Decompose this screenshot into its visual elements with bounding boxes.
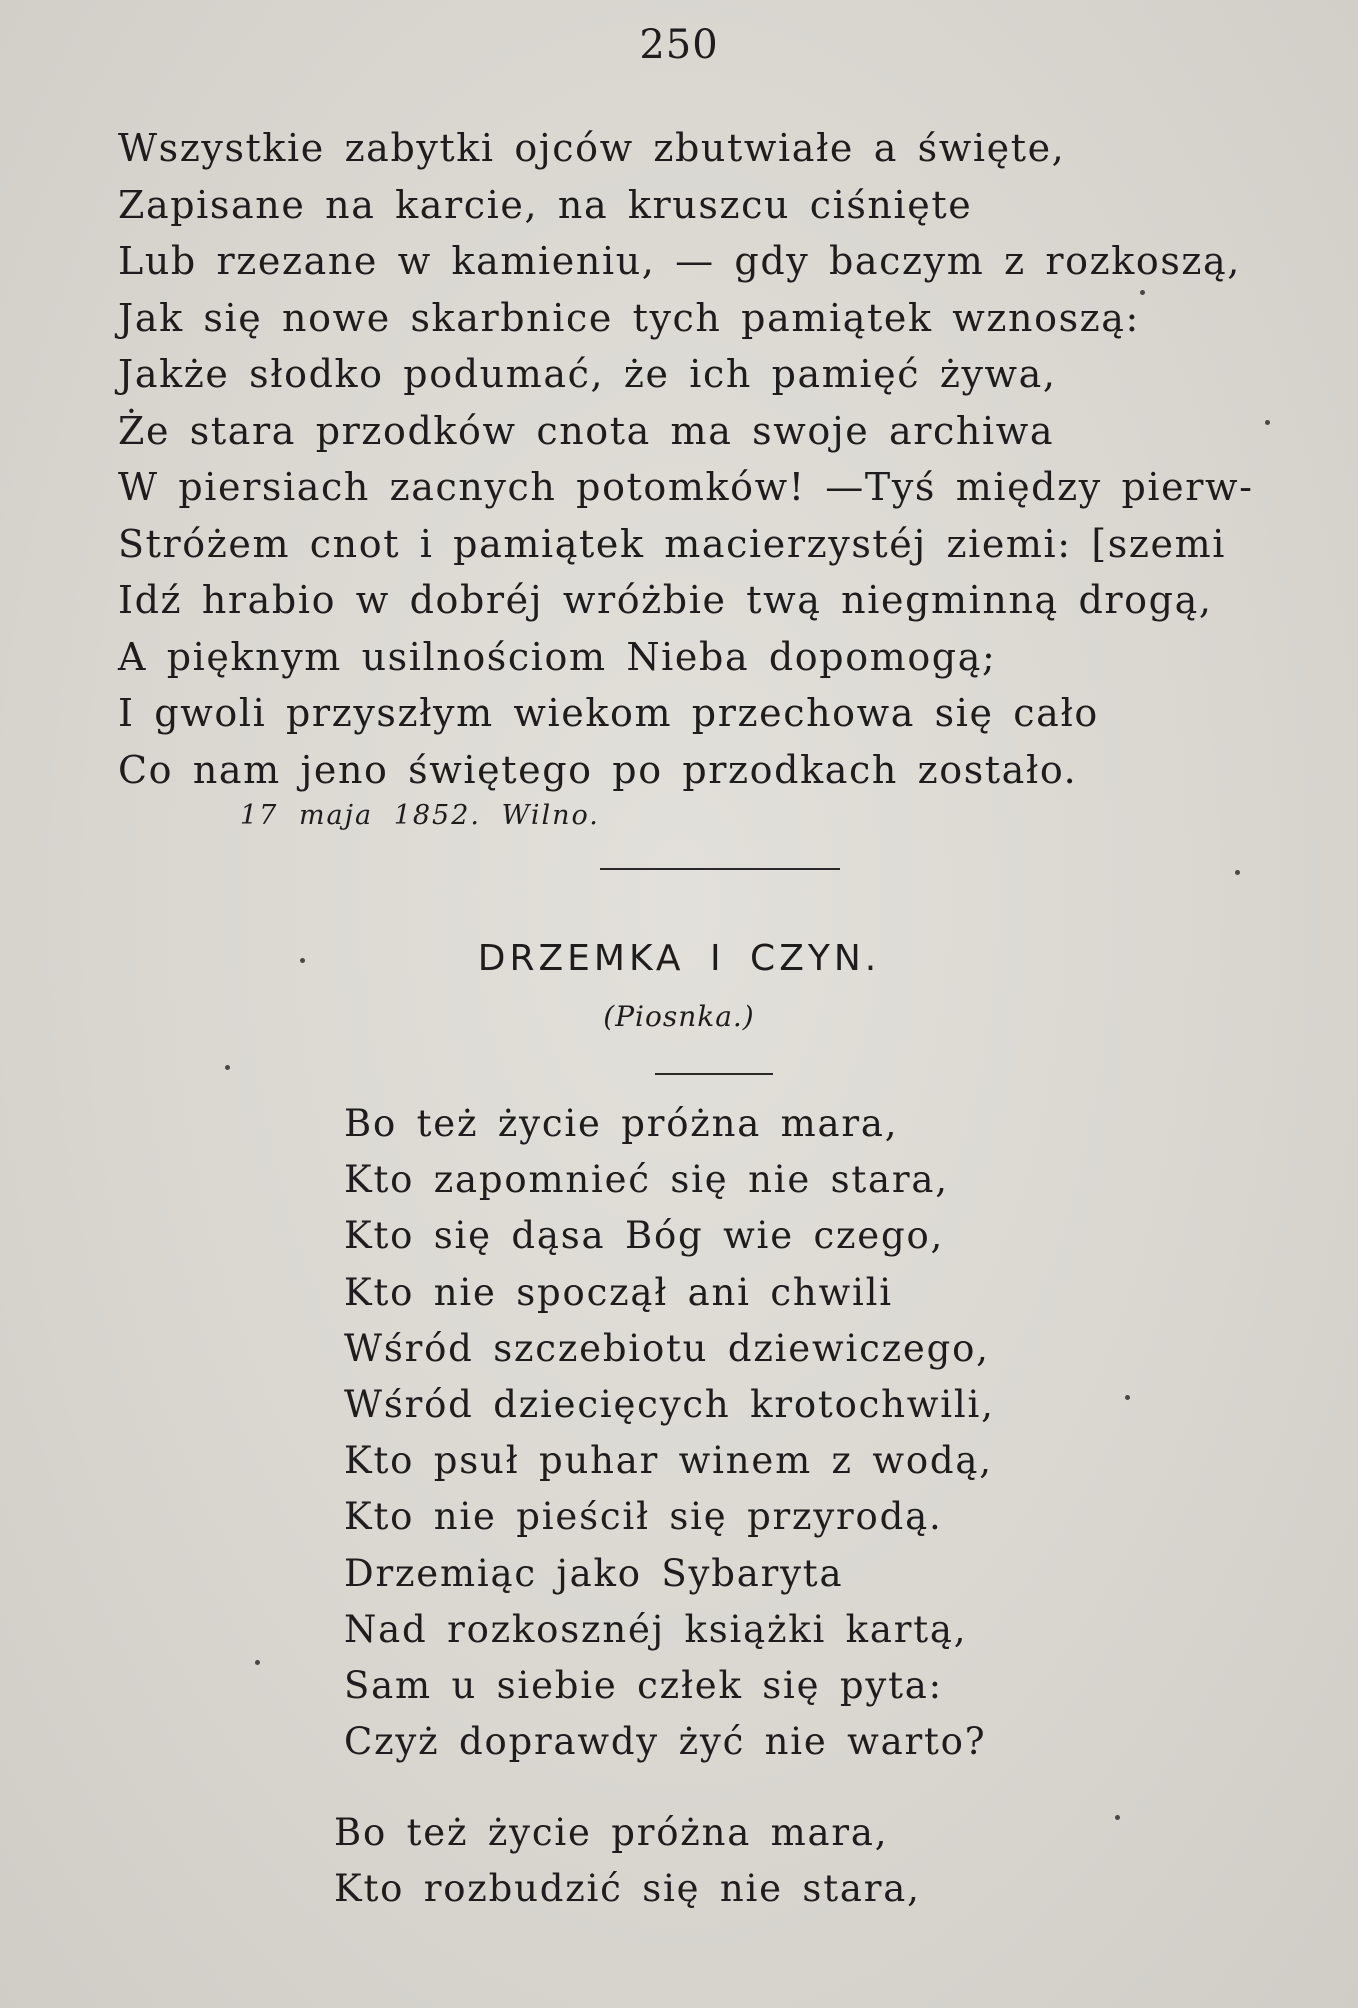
verse-line: Jak się nowe skarbnice tych pamiątek wznoszą: [118, 295, 1140, 340]
verse-line: Kto zapomnieć się nie stara, [344, 1158, 949, 1202]
verse-line: Drzemiąc jako Sybaryta [344, 1551, 844, 1595]
paper-speck [300, 958, 305, 963]
paper-speck [1140, 290, 1145, 295]
verse-line: Że stara przodków cnota ma swoje archiwa [118, 408, 1055, 453]
verse-line: A pięknym usilnościom Nieba dopomogą; [118, 634, 997, 679]
verse-line: Idź hrabio w dobréj wróżbie twą niegminną drogą, [118, 578, 1213, 622]
dateline: 17 maja 1852. Wilno. [240, 800, 600, 831]
stanza-second [334, 1805, 921, 1917]
verse-line: Kto rozbudzić się nie stara, [334, 1867, 921, 1911]
title-divider [655, 1073, 773, 1075]
section-divider [600, 868, 840, 870]
poem-title: DRZEMKA I CZYN. [477, 938, 881, 979]
verse-line: Wszystkie zabytki ojców zbutwiałe a święte, [118, 126, 1066, 170]
page-number: 250 [639, 22, 719, 68]
verse-line: Zapisane na karcie, na kruszcu ciśnięte [118, 182, 973, 227]
verse-line: Kto nie pieścił się przyrodą. [344, 1495, 943, 1539]
verse-line: Kto nie spoczął ani chwili [344, 1270, 893, 1314]
verse-line: Stróżem cnot i pamiątek macierzystéj ziemi: [szemi [118, 521, 1227, 566]
verse-line: Nad rozkosznéj książki kartą, [344, 1607, 968, 1651]
verse-line: Kto psuł puhar winem z wodą, [344, 1439, 993, 1483]
verse-line: Kto się dąsa Bóg wie czego, [344, 1214, 945, 1258]
verse-line: Bo też życie próżna mara, [334, 1811, 889, 1854]
paper-speck [1115, 1815, 1120, 1820]
verse-line: Sam u siebie człek się pyta: [344, 1664, 943, 1708]
paper-speck [255, 1660, 260, 1665]
paper-speck [1125, 1395, 1130, 1400]
verse-line: Co nam jeno świętego po przodkach zostało. [118, 747, 1078, 792]
verse-line: Bo też życie próżna mara, [344, 1102, 899, 1145]
poem-subtitle: (Piosnka.) [603, 1000, 755, 1033]
paper-speck [1265, 420, 1270, 425]
verse-line: Lub rzezane w kamieniu, — gdy baczym z rozkoszą, [118, 239, 1241, 283]
stanza-first [344, 1096, 995, 1770]
verse-line: Wśród dziecięcych krotochwili, [344, 1383, 995, 1427]
verse-line: Wśród szczebiotu dziewiczego, [344, 1326, 990, 1370]
verse-line: W piersiach zacnych potomków! —Tyś między pierw- [118, 465, 1254, 509]
stanza-poem-ending [118, 120, 1254, 798]
paper-speck [225, 1065, 230, 1070]
paper-speck [1235, 870, 1240, 875]
verse-line: I gwoli przyszłym wiekom przechowa się cało [118, 691, 1099, 735]
verse-line: Jakże słodko podumać, że ich pamięć żywa, [118, 352, 1057, 396]
verse-line: Czyż doprawdy żyć nie warto? [344, 1720, 987, 1764]
